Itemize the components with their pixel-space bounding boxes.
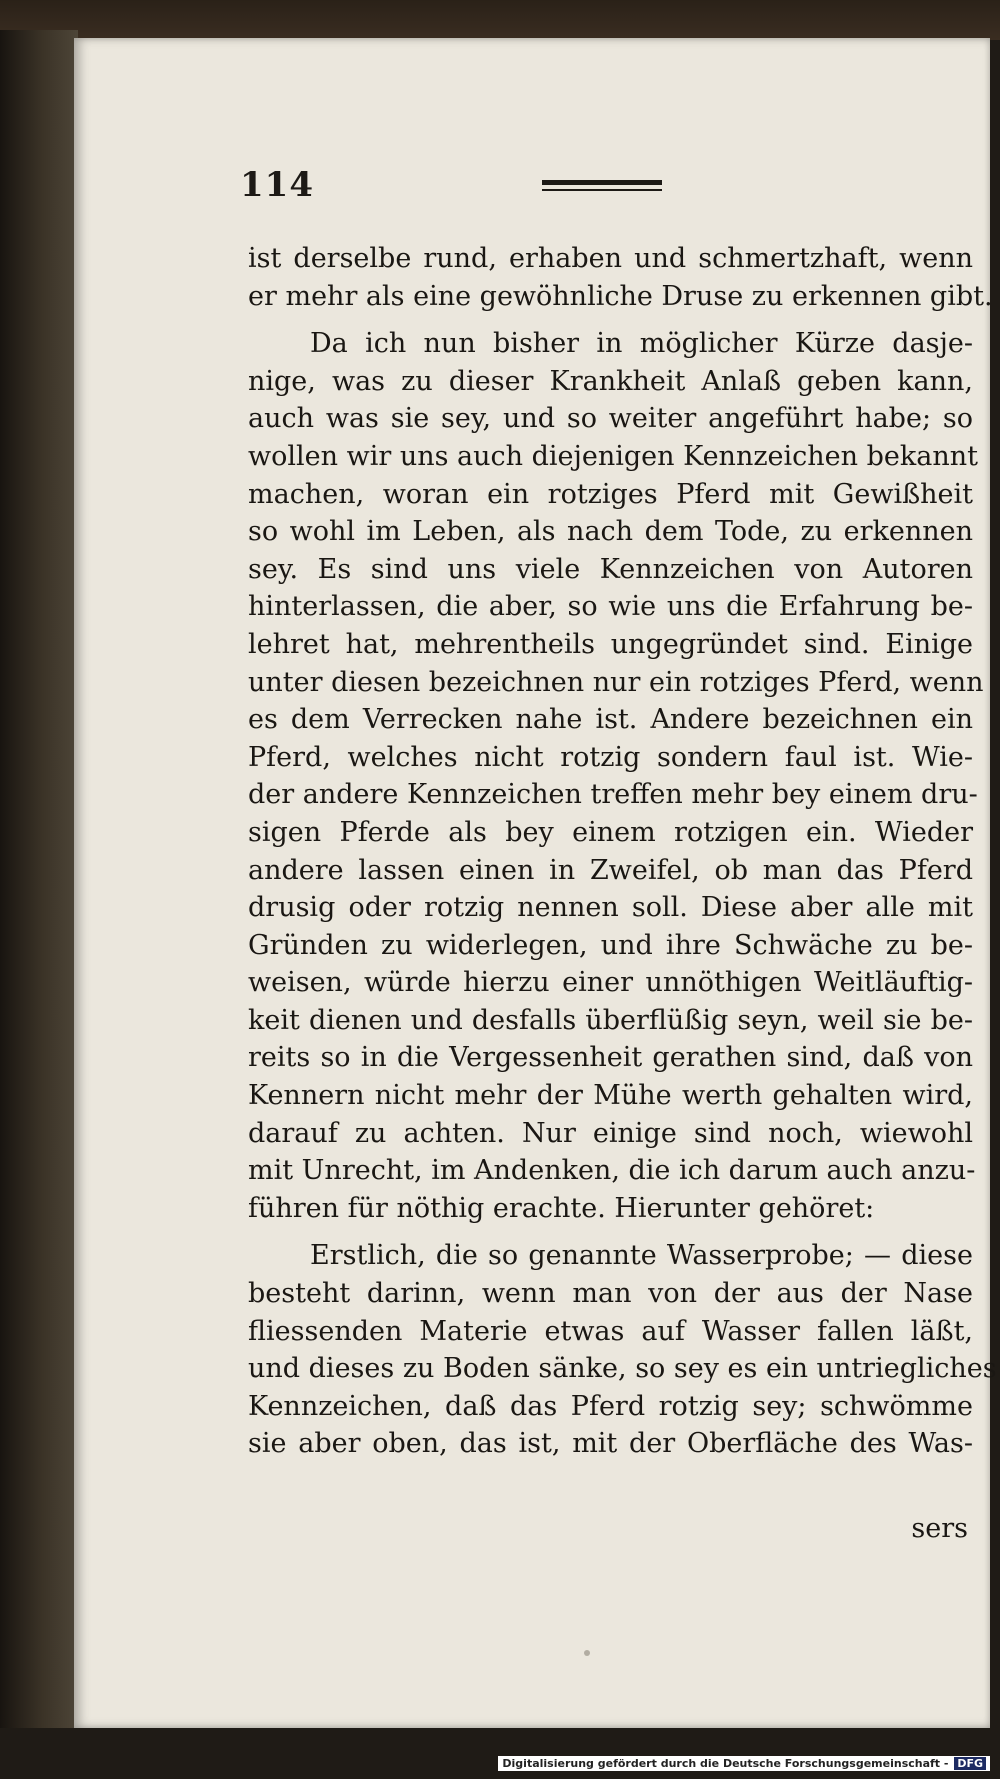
catchword: sers: [911, 1513, 968, 1544]
text-line: so wohl im Leben, als nach dem Tode, zu erkennen: [248, 516, 973, 548]
text-line: Pferd, welches nicht rotzig sondern faul ist. Wie-: [248, 741, 973, 773]
text-line: reits so in die Vergessenheit gerathen sind, daß von: [248, 1042, 973, 1074]
text-line: und dieses zu Boden sänke, so sey es ein untriegliches: [248, 1353, 997, 1385]
text-line: der andere Kennzeichen treffen mehr bey einem dru-: [248, 779, 978, 811]
text-line: Erstlich, die so genannte Wasserprobe; — diese: [310, 1240, 973, 1272]
text-line: darauf zu achten. Nur einige sind noch, wiewohl: [248, 1117, 973, 1149]
text-line: weisen, würde hierzu einer unnöthigen Weitläuftig-: [248, 967, 973, 999]
dfg-logo: DFG: [954, 1757, 986, 1770]
scan-footer-bar: [0, 1728, 1000, 1779]
text-line: mit Unrecht, im Andenken, die ich darum auch anzu-: [248, 1155, 976, 1187]
text-line: drusig oder rotzig nennen soll. Diese aber alle mit: [248, 892, 973, 924]
text-line: fliessenden Materie etwas auf Wasser fallen läßt,: [248, 1315, 973, 1347]
text-line: lehret hat, mehrentheils ungegründet sind. Einige: [248, 628, 973, 660]
text-line: unter diesen bezeichnen nur ein rotziges Pferd, wenn: [248, 666, 984, 698]
paragraph-gap: [248, 1227, 973, 1237]
text-line: sigen Pferde als bey einem rotzigen ein. Wieder: [248, 816, 973, 848]
text-line: Kennern nicht mehr der Mühe werth gehalten wird,: [248, 1080, 973, 1112]
text-line: andere lassen einen in Zweifel, ob man das Pferd: [248, 854, 973, 886]
text-line: sie aber oben, das ist, mit der Oberfläche des Was-: [248, 1428, 973, 1460]
credit-text: Digitalisierung gefördert durch die Deutsche Forschungsgemeinschaft -: [502, 1757, 949, 1770]
body-text: [248, 240, 997, 1463]
ink-smudge: [584, 1650, 590, 1656]
text-line: er mehr als eine gewöhnliche Druse zu erkennen gibt.: [248, 280, 993, 312]
text-line: ist derselbe rund, erhaben und schmertzhaft, wenn: [248, 243, 973, 274]
text-line: sey. Es sind uns viele Kennzeichen von Autoren: [248, 553, 973, 585]
text-line: führen für nöthig erachte. Hierunter gehöret:: [248, 1192, 875, 1224]
text-line: machen, woran ein rotziges Pferd mit Gewißheit: [248, 478, 973, 510]
text-line: nige, was zu dieser Krankheit Anlaß geben kann,: [248, 365, 973, 397]
header-rule-thin: [542, 189, 662, 191]
text-line: Da ich nun bisher in möglicher Kürze dasje-: [310, 328, 973, 360]
text-line: Gründen zu widerlegen, und ihre Schwäche zu be-: [248, 929, 973, 961]
text-line: auch was sie sey, und so weiter angeführt habe; so: [248, 403, 973, 435]
text-line: besteht darinn, wenn man von der aus der Nase: [248, 1278, 973, 1310]
text-line: hinterlassen, die aber, so wie uns die Erfahrung be-: [248, 591, 973, 623]
book-spine-shadow: [0, 30, 78, 1730]
text-line: es dem Verrecken nahe ist. Andere bezeichnen ein: [248, 704, 973, 736]
text-line: Kennzeichen, daß das Pferd rotzig sey; schwömme: [248, 1390, 973, 1422]
text-line: wollen wir uns auch diejenigen Kennzeichen bekannt: [248, 440, 978, 472]
book-top-edge: [0, 0, 1000, 40]
page-number: 114: [240, 165, 314, 205]
header-rule: [542, 180, 662, 185]
digitization-credit: [498, 1756, 990, 1771]
text-line: keit dienen und desfalls überflüßig seyn, weil sie be-: [248, 1004, 973, 1036]
paragraph-gap: [248, 315, 973, 325]
